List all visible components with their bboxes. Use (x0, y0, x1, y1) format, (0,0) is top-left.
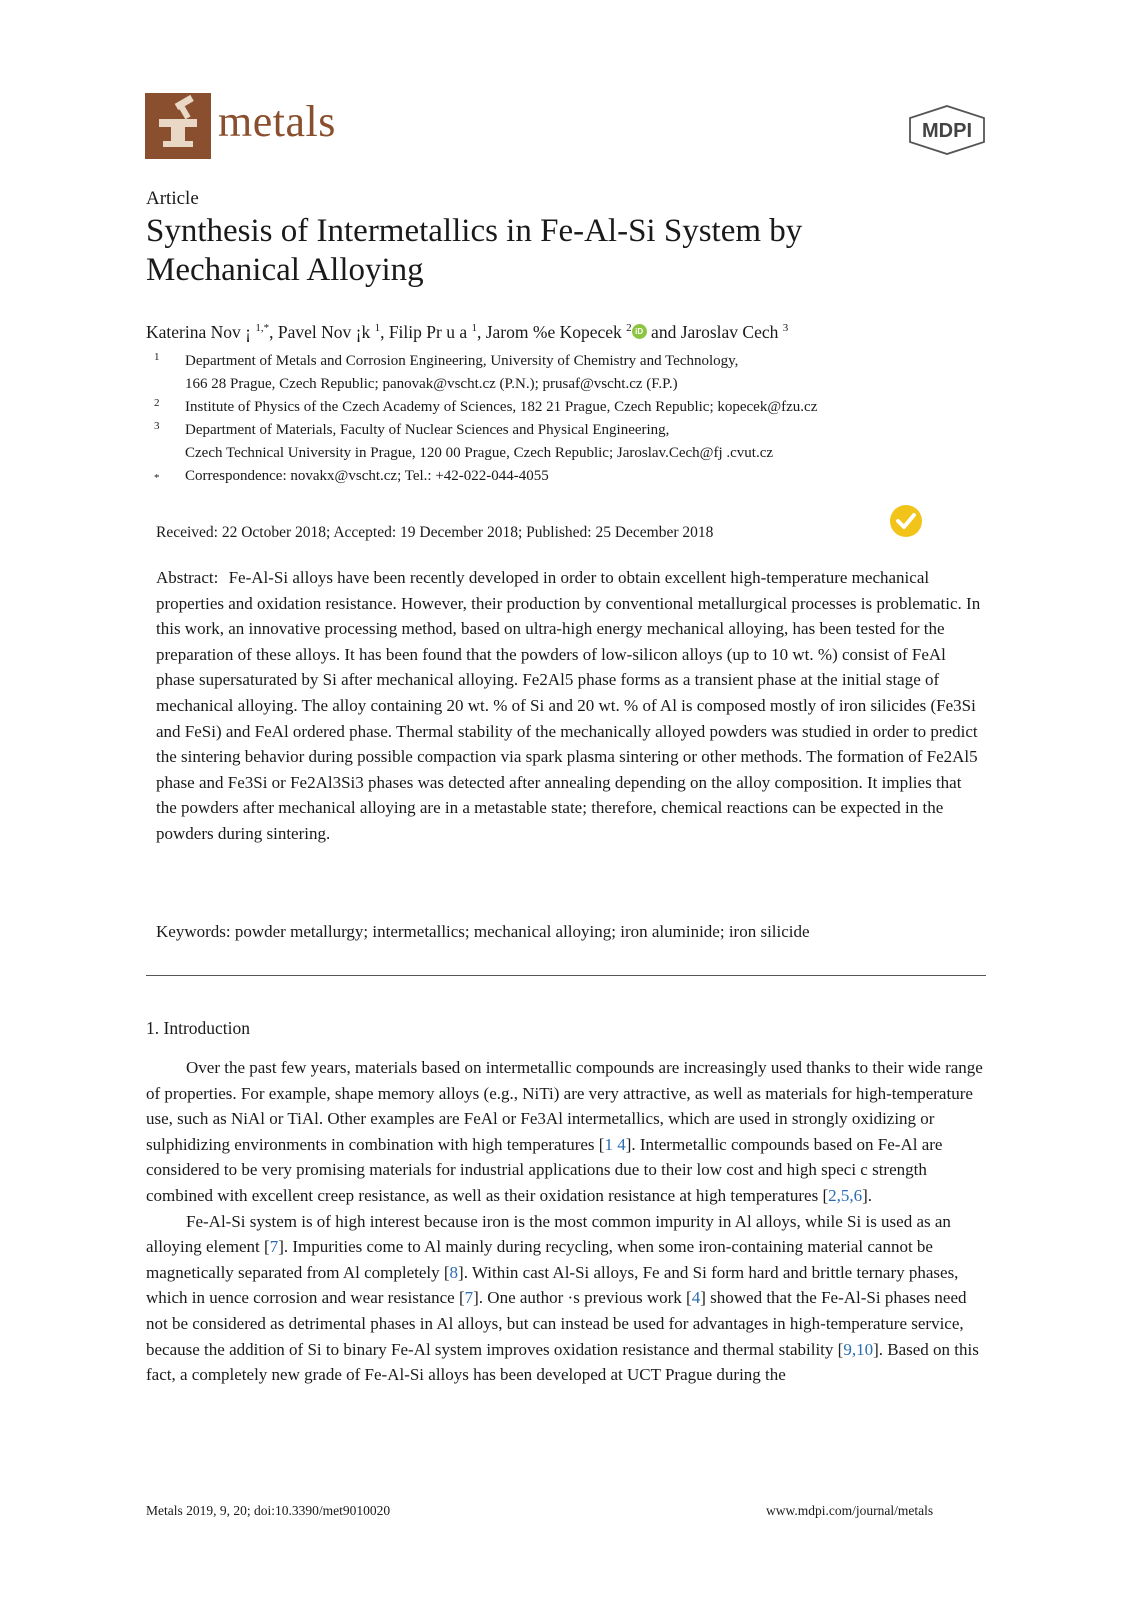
abstract-label: Abstract: (156, 568, 219, 587)
citation-link[interactable]: 7 (269, 1237, 279, 1257)
article-type: Article (146, 188, 199, 209)
author-affil: 2 (626, 322, 632, 335)
affiliation-line: Institute of Physics of the Czech Academy of Sciences, 182 21 Prague, Czech Republic; kopecek@fzu.cz (185, 399, 818, 415)
affiliation-mark: 2 (154, 397, 160, 409)
keywords-label: Keywords: (156, 922, 231, 941)
author-name: Jaroslav Cech (680, 322, 779, 342)
affiliation-line: Department of Metals and Corrosion Engineering, University of Chemistry and Technology, (185, 353, 739, 369)
orcid-icon[interactable]: iD (632, 324, 647, 339)
citation-link[interactable]: 1 4 (604, 1134, 626, 1154)
paragraph: Over the past few years, materials based on intermetallic compounds are increasingly used thanks to their wide range of properties. For example, shape memory alloys (e.g., NiTi) are very attractive, as well as materials for high-temperature use, such as NiAl or TiAl. Other examples are FeAl or Fe3Al intermetallics, which are used in strongly oxidizing or sulphidizing environments in combination with high temperatures [1 4]. Intermetallic compounds based on Fe-Al are considered to be very promising materials for industrial applications due to their low cost and high speci c strength combined with excellent creep resistance, as well as their oxidation resistance at high temperatures [2,5,6]. (146, 1058, 983, 1205)
mdpi-logo-icon (906, 104, 988, 156)
affiliation-mark: 1 (154, 351, 160, 363)
correspondence-line: Correspondence: novakx@vscht.cz; Tel.: +42-022-044-4055 (185, 468, 549, 484)
citation-link[interactable]: 7 (464, 1288, 474, 1308)
footer-citation: Metals 2019, 9, 20; doi:10.3390/met9010020 (146, 1503, 391, 1518)
author-name: Filip Pr u a (388, 322, 468, 342)
abstract (156, 565, 982, 847)
publication-dates: Received: 22 October 2018; Accepted: 19 December 2018; Published: 25 December 2018 (156, 524, 714, 541)
check-update-icon[interactable] (890, 505, 922, 537)
footer-url[interactable]: www.mdpi.com/journal/metals (766, 1503, 934, 1518)
affiliation-mark: * (154, 472, 160, 484)
affiliation-line: 166 28 Prague, Czech Republic; panovak@vscht.cz (P.N.); prusaf@vscht.cz (F.P.) (185, 376, 678, 392)
section-title: 1. Introduction (146, 1018, 251, 1038)
affiliation-line: Czech Technical University in Prague, 120 00 Prague, Czech Republic; Jaroslav.Cech@fj .cvut.cz (185, 445, 774, 461)
paragraph: Fe-Al-Si system is of high interest because iron is the most common impurity in Al alloys, while Si is used as an alloying element [7]. Impurities come to Al mainly during recycling, when some iron-containing material cannot be magnetically separated from Al completely [8]. Within cast Al-Si alloys, Fe and Si form hard and brittle ternary phases, which in uence corrosion and wear resistance [7]. One author ·s previous work [4] showed that the Fe-Al-Si phases need not be considered as detrimental phases in Al alloys, but can instead be used for advantages in high-temperature service, because the addition of Si to binary Fe-Al system improves oxidation resistance and thermal stability [9,10]. Based on this fact, a completely new grade of Fe-Al-Si alloys has been developed at UCT Prague during the (146, 1211, 979, 1385)
citation-link[interactable]: 2,5,6 (828, 1185, 863, 1205)
author-name: Pavel Nov ¡k (277, 322, 371, 342)
citation-link[interactable]: 8 (449, 1262, 459, 1282)
citation-link[interactable]: 9,10 (843, 1339, 874, 1359)
publisher-name: MDPI (922, 120, 972, 142)
keywords-text: powder metallurgy; intermetallics; mechanical alloying; iron aluminide; iron silicide (234, 922, 810, 941)
author-name: Jarom %e Kopecek (485, 322, 622, 342)
author-affil: 3 (782, 322, 789, 335)
author-affil: 1 (374, 322, 381, 335)
affiliation-line: Department of Materials, Faculty of Nuclear Sciences and Physical Engineering, (185, 422, 670, 438)
journal-logo-icon (145, 93, 211, 159)
journal-name: metals (218, 97, 336, 146)
abstract-text: Fe-Al-Si alloys have been recently developed in order to obtain excellent high-temperature mechanical properties and oxidation resistance. However, their production by conventional metallurgical processes is problematic. In this work, an innovative processing method, based on ultra-high energy mechanical alloying, has been tested for the preparation of these alloys. It has been found that the powders of low-silicon alloys (up to 10 wt. %) consist of FeAl phase supersaturated by Si after mechanical alloying. Fe2Al5 phase forms as a transient phase at the initial stage of mechanical alloying. The alloy containing 20 wt. % of Si and 20 wt. % of Al is composed mostly of iron silicides (Fe3Si and FeSi) and FeAl ordered phase. Thermal stability of the mechanically alloyed powders was studied in order to predict the sintering behavior during possible compaction via spark plasma sintering or other methods. The formation of Fe2Al5 phase and Fe3Si or Fe2Al3Si3 phases was detected after annealing depending on the alloy composition. It implies that the powders after mechanical alloying are in a metastable state; therefore, chemical reactions can be expected in the powders during sintering. (156, 568, 981, 843)
article-title: Synthesis of Intermetallics in Fe-Al-Si System by Mechanical Alloying (146, 213, 803, 288)
affiliation-mark: 3 (154, 420, 160, 432)
author-list: Katerina Nov ¡ $^{1,*}$, Pavel Nov ¡k $^1$, Filip Pr u a $^1$, Jarom %e Kopecek $^2$ iD and Jaroslav Cech $^3$ (146, 322, 789, 342)
keywords (156, 922, 810, 942)
citation-link[interactable]: 4 (691, 1288, 701, 1308)
body-text (146, 1055, 986, 1388)
divider (146, 975, 986, 976)
author-name: Katerina Nov ¡ (146, 322, 251, 342)
author-affil: 1 (471, 322, 477, 335)
author-affil: 1,* (255, 322, 270, 335)
